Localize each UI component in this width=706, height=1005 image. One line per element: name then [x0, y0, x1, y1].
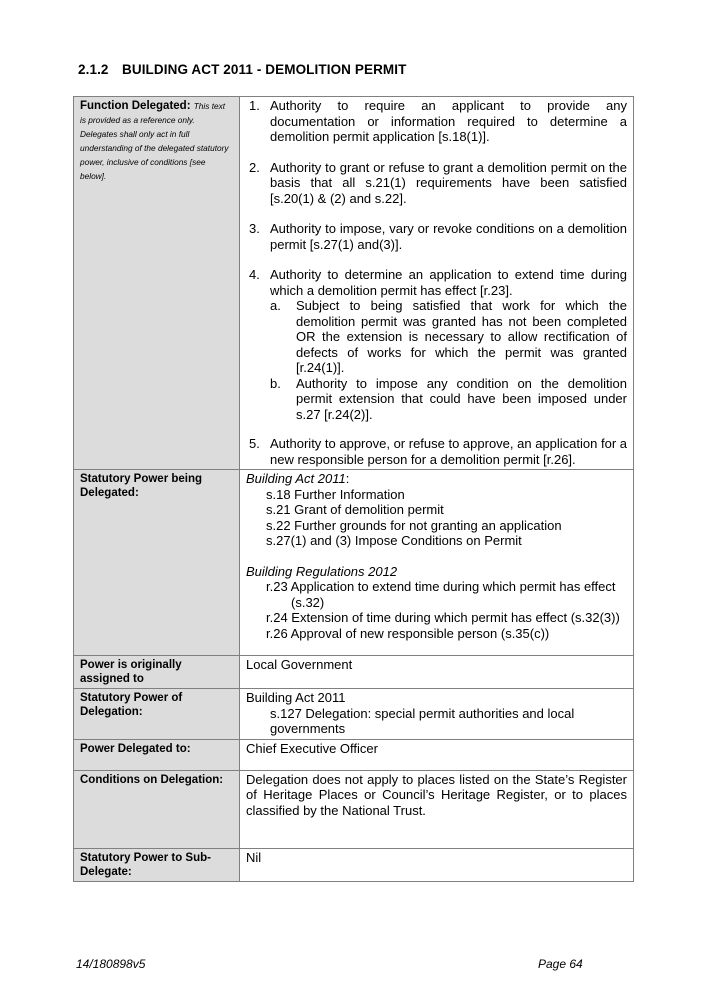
act-section: s.18 Further Information: [266, 486, 405, 502]
delegation-table: [73, 96, 634, 882]
function-list: [246, 98, 627, 467]
delegated-to-value: Chief Executive Officer: [240, 739, 634, 770]
originally-assigned-value: Local Government: [240, 656, 634, 689]
section-number: 2.1.2: [78, 62, 109, 77]
list-item: 2. Authority to grant or refuse to grant a demolition permit on the basis that all s.21(1) requirements have been satisfied [s.20(1) & (2) and s.22].: [249, 159, 627, 206]
sub-list: [270, 298, 627, 422]
delegation-section: s.127 Delegation: special permit authorities and local governments: [270, 705, 575, 736]
list-item: 5. Authority to approve, or refuse to approve, an application for a new responsible person for a demolition permit [r.26].: [249, 436, 627, 467]
regulation-item: r.23 Application to extend time during which permit has effect (s.32): [266, 579, 616, 610]
sub-list-item: b. Authority to impose any condition on the demolition permit extension that could have been imposed under s.27 [r.24(2)].: [270, 375, 627, 422]
delegation-act: Building Act 2011: [246, 690, 346, 705]
power-of-delegation-value: [240, 689, 634, 740]
statutory-power-label: Statutory Power being Delegated:: [74, 470, 240, 656]
page-number: Page 64: [538, 957, 583, 971]
function-delegated-label-cell: [74, 97, 240, 470]
list-item: 1. Authority to require an applicant to provide any documentation or information required to determine a demolition permit application [s.18(1)].: [249, 98, 627, 144]
document-reference: 14/180898v5: [76, 957, 146, 971]
regulations-title: Building Regulations 2012: [246, 563, 398, 579]
function-delegated-items: [240, 97, 634, 470]
row-power-of-delegation: [74, 689, 634, 740]
row-function-delegated: [74, 97, 634, 470]
act-title: Building Act 2011: [246, 471, 346, 486]
row-statutory-power: [74, 470, 634, 656]
act-section: s.21 Grant of demolition permit: [266, 502, 444, 517]
act-section: s.22 Further grounds for not granting an application: [266, 517, 562, 533]
list-item: 4. Authority to determine an application to extend time during which a demolition permit has effect [r.23]. a. Subject to being satisfied that work for which the demolition permit was granted has not been completed OR the extension is necessary to allow rectification of defects of works for which the permit was granted [r.24(1)]. b. Authority to impose any condition on the demolition permit extension that could have been imposed under s.27 [r.24(2)].: [249, 267, 627, 422]
sub-delegate-value: Nil: [240, 848, 634, 881]
reference-note: This text is provided as a reference only. Delegates shall only act in full understanding of the delegated statutory power, inclusive of conditions [see below].: [80, 101, 229, 181]
regulation-item: r.26 Approval of new responsible person (s.35(c)): [266, 625, 550, 641]
row-originally-assigned: [74, 656, 634, 689]
sub-delegate-label: Statutory Power to Sub-Delegate:: [74, 848, 240, 881]
regulation-item: r.24 Extension of time during which permit has effect (s.32(3)): [266, 610, 620, 625]
section-heading: [78, 62, 406, 77]
conditions-label: Conditions on Delegation:: [74, 770, 240, 848]
section-title: BUILDING ACT 2011 - DEMOLITION PERMIT: [122, 62, 407, 77]
list-item: 3. Authority to impose, vary or revoke conditions on a demolition permit [s.27(1) and(3)].: [249, 221, 627, 252]
function-delegated-label: Function Delegated:: [80, 100, 191, 112]
row-conditions: [74, 770, 634, 848]
delegated-to-label: Power Delegated to:: [74, 739, 240, 770]
power-of-delegation-label: Statutory Power of Delegation:: [74, 689, 240, 740]
conditions-value: Delegation does not apply to places listed on the State’s Register of Heritage Places or Council’s Heritage Register, or to places classified by the National Trust.: [240, 770, 634, 848]
row-delegated-to: [74, 739, 634, 770]
row-sub-delegate: [74, 848, 634, 881]
statutory-power-value: Building Act 2011: s.18 Further Information s.21 Grant of demolition permit s.22 Further grounds for not granting an application s.27(1) and (3) Impose Conditions on Permit Building Regulations 2012 r.23 Application to extend time during which permit has effect (s.32) r.24 Extension of time during which permit has effect (s.32(3)) r.26 Approval of new responsible person (s.35(c)): [240, 470, 634, 656]
sub-list-item: a. Subject to being satisfied that work for which the demolition permit was granted has not been completed OR the extension is necessary to allow rectification of defects of works for which the permit was granted [r.24(1)].: [270, 298, 627, 375]
act-section: s.27(1) and (3) Impose Conditions on Permit: [266, 533, 522, 548]
originally-assigned-label: Power is originally assigned to: [74, 656, 240, 689]
